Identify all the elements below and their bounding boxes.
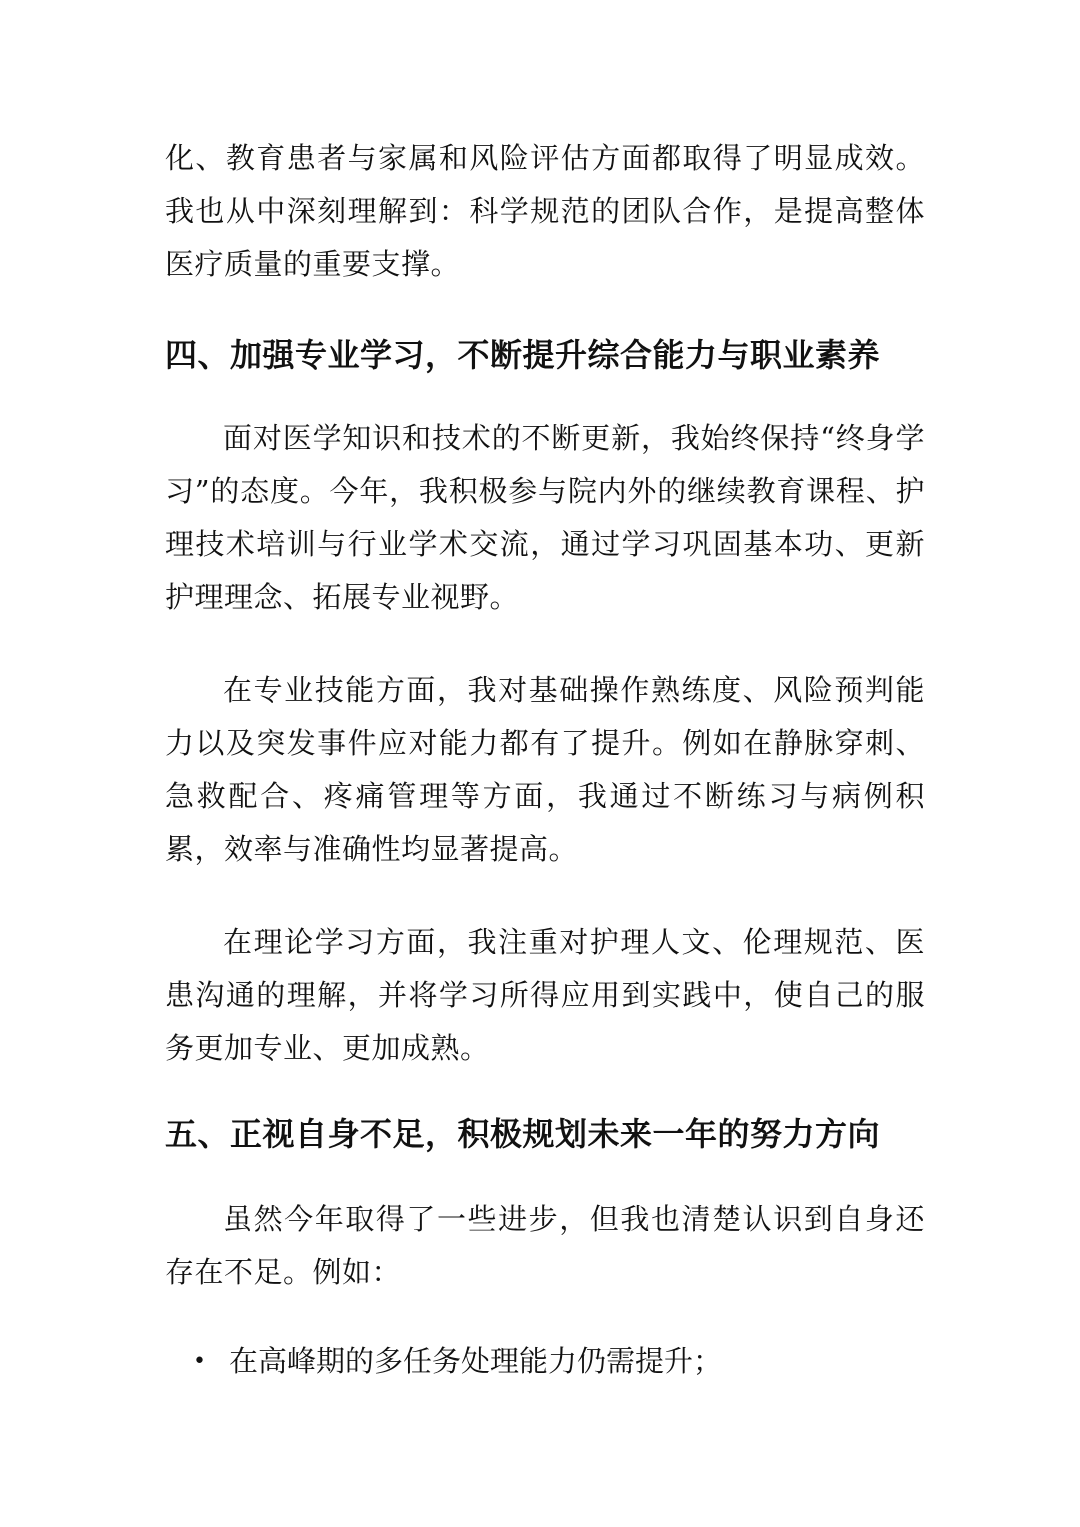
list-item bbox=[193, 1335, 923, 1388]
paragraph-theory-learning: 在理论学习方面，我注重对护理人文、伦理规范、医患沟通的理解，并将学习所得应用到实践中，使自己的服务更加专业、更加成熟。 bbox=[165, 925, 925, 1065]
paragraph-teamwork-conclusion: 化、教育患者与家属和风险评估方面都取得了明显成效。我也从中深刻理解到：科学规范的团队合作，是提高整体医疗质量的重要支撑。 bbox=[165, 141, 925, 281]
bullet-icon: • bbox=[193, 1349, 206, 1374]
section-heading-4: 四、加强专业学习，不断提升综合能力与职业素养 bbox=[165, 336, 881, 374]
paragraph-professional-skills: 在专业技能方面，我对基础操作熟练度、风险预判能力以及突发事件应对能力都有了提升。例如在静脉穿刺、急救配合、疼痛管理等方面，我通过不断练习与病例积累，效率与准确性均显著提高。 bbox=[165, 673, 925, 866]
section-heading-5: 五、正视自身不足，积极规划未来一年的努力方向 bbox=[165, 1115, 881, 1153]
list-item-text: 在高峰期的多任务处理能力仍需提升； bbox=[229, 1344, 723, 1378]
paragraph-shortcomings: 虽然今年取得了一些进步，但我也清楚认识到自身还存在不足。例如： bbox=[165, 1202, 925, 1289]
paragraph-lifelong-learning: 面对医学知识和技术的不断更新，我始终保持“终身学习”的态度。今年，我积极参与院内外的继续教育课程、护理技术培训与行业学术交流，通过学习巩固基本功、更新护理理念、拓展专业视野。 bbox=[165, 421, 925, 614]
